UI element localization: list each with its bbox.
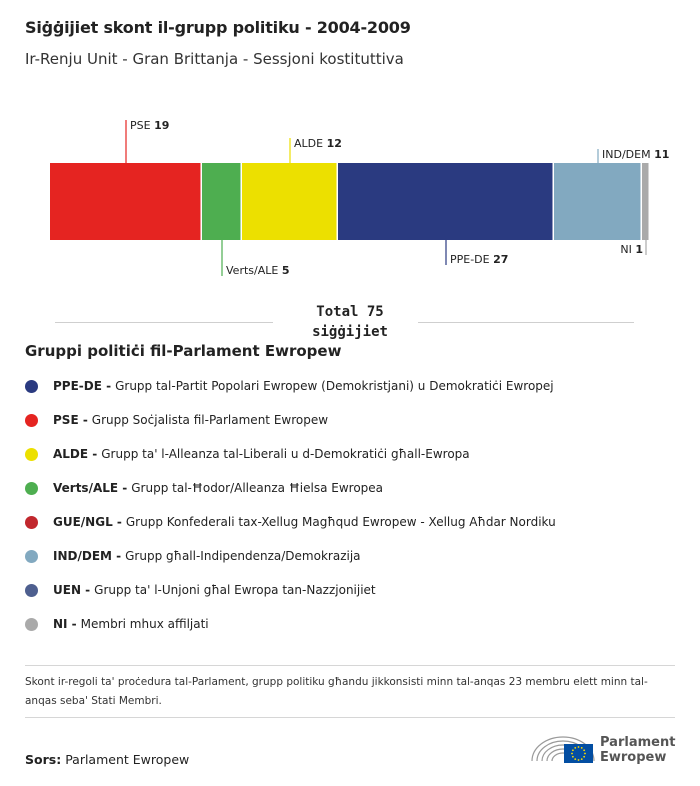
- eu-star: [572, 749, 574, 751]
- logo-line2: Ewropew: [600, 750, 667, 765]
- parliament-logo-text: [600, 735, 675, 765]
- data-label-alde: ALDE 12: [294, 137, 342, 150]
- eu-star: [571, 753, 573, 755]
- bar-pse: [50, 163, 201, 240]
- legend-swatch: [25, 414, 38, 427]
- data-label-ppe-de: PPE-DE 27: [450, 253, 509, 266]
- legend-swatch: [25, 550, 38, 563]
- source: [25, 752, 189, 767]
- logo-line1: Parlament: [600, 735, 676, 750]
- legend-item: [25, 505, 556, 539]
- legend-title: Gruppi politiċi fil-Parlament Ewropew: [25, 342, 342, 360]
- legend-abbr: IND/DEM -: [53, 549, 122, 563]
- total-seats-line1: Total 75: [316, 304, 384, 320]
- legend-desc: Grupp għall-Indipendenza/Demokrazija: [125, 549, 361, 563]
- legend-desc: Grupp Konfederali tax-Xellug Magħqud Ewropew - Xellug Aħdar Nordiku: [125, 515, 556, 529]
- eu-star: [584, 753, 586, 755]
- data-label-ni: NI 1: [620, 243, 643, 256]
- legend-desc: Grupp ta' l-Alleanza tal-Liberali u d-Demokratiċi għall-Ewropa: [101, 447, 470, 461]
- legend-abbr: NI -: [53, 617, 77, 631]
- eu-star: [572, 756, 574, 758]
- chart-title: Siġġijiet skont il-grupp politiku - 2004-2009: [25, 18, 411, 37]
- legend-item: [25, 573, 556, 607]
- total-divider-right: [418, 322, 634, 323]
- legend-item: [25, 471, 556, 505]
- total-divider-left: [55, 322, 273, 323]
- note-divider-bottom: [25, 717, 675, 718]
- legend-desc: Grupp tal-Partit Popolari Ewropew (Demokristjani) u Demokratiċi Ewropej: [115, 379, 554, 393]
- legend-swatch: [25, 380, 38, 393]
- bar-alde: [242, 163, 337, 240]
- legend-swatch: [25, 448, 38, 461]
- legend-desc: Membri mhux affiljati: [80, 617, 209, 631]
- note-divider-top: [25, 665, 675, 666]
- footnote: Skont ir-regoli ta' proċedura tal-Parlament, grupp politiku għandu jikkonsisti minn tal-anqas 23 membru elett minn tal-anqas seba' Stati Membri.: [25, 676, 648, 707]
- data-label-ind-dem: IND/DEM 11: [602, 148, 670, 161]
- data-label-verts-ale: Verts/ALE 5: [226, 264, 290, 277]
- chart-subtitle: Ir-Renju Unit - Gran Brittanja - Sessjoni kostituttiva: [25, 50, 404, 68]
- source-value: Parlament Ewropew: [65, 752, 190, 767]
- legend-desc: Grupp tal-Ħodor/Alleanza Ħielsa Ewropea: [131, 481, 384, 495]
- legend-item: [25, 437, 556, 471]
- source-label: Sors:: [25, 752, 62, 767]
- data-label-pse: PSE 19: [130, 120, 170, 132]
- legend-item: [25, 403, 556, 437]
- bar-ni: [642, 163, 649, 240]
- eu-star: [581, 758, 583, 760]
- eu-star: [578, 746, 580, 748]
- bar-verts-ale: [202, 163, 241, 240]
- legend-abbr: GUE/NGL -: [53, 515, 122, 529]
- legend-item: [25, 369, 556, 403]
- legend-abbr: Verts/ALE -: [53, 481, 128, 495]
- legend-desc: Grupp Soċjalista fil-Parlament Ewropew: [91, 413, 329, 427]
- eu-star: [583, 749, 585, 751]
- legend-abbr: PSE -: [53, 413, 88, 427]
- legend-abbr: PPE-DE -: [53, 379, 112, 393]
- legend-abbr: ALDE -: [53, 447, 98, 461]
- eu-star: [583, 756, 585, 758]
- bar-ppe-de: [338, 163, 553, 240]
- total-seats-line2: siġġijiet: [312, 324, 388, 340]
- legend: [25, 369, 556, 641]
- legend-swatch: [25, 618, 38, 631]
- total-seats: [276, 302, 424, 342]
- legend-abbr: UEN -: [53, 583, 91, 597]
- legend-swatch: [25, 482, 38, 495]
- eu-star: [578, 759, 580, 761]
- legend-swatch: [25, 516, 38, 529]
- legend-desc: Grupp ta' l-Unjoni għal Ewropa tan-Nazzjonijiet: [94, 583, 376, 597]
- eu-star: [574, 758, 576, 760]
- legend-item: [25, 539, 556, 573]
- bar-ind-dem: [554, 163, 641, 240]
- legend-swatch: [25, 584, 38, 597]
- eu-star: [574, 747, 576, 749]
- eu-star: [581, 747, 583, 749]
- stacked-bar-chart: [0, 120, 700, 290]
- legend-item: [25, 607, 556, 641]
